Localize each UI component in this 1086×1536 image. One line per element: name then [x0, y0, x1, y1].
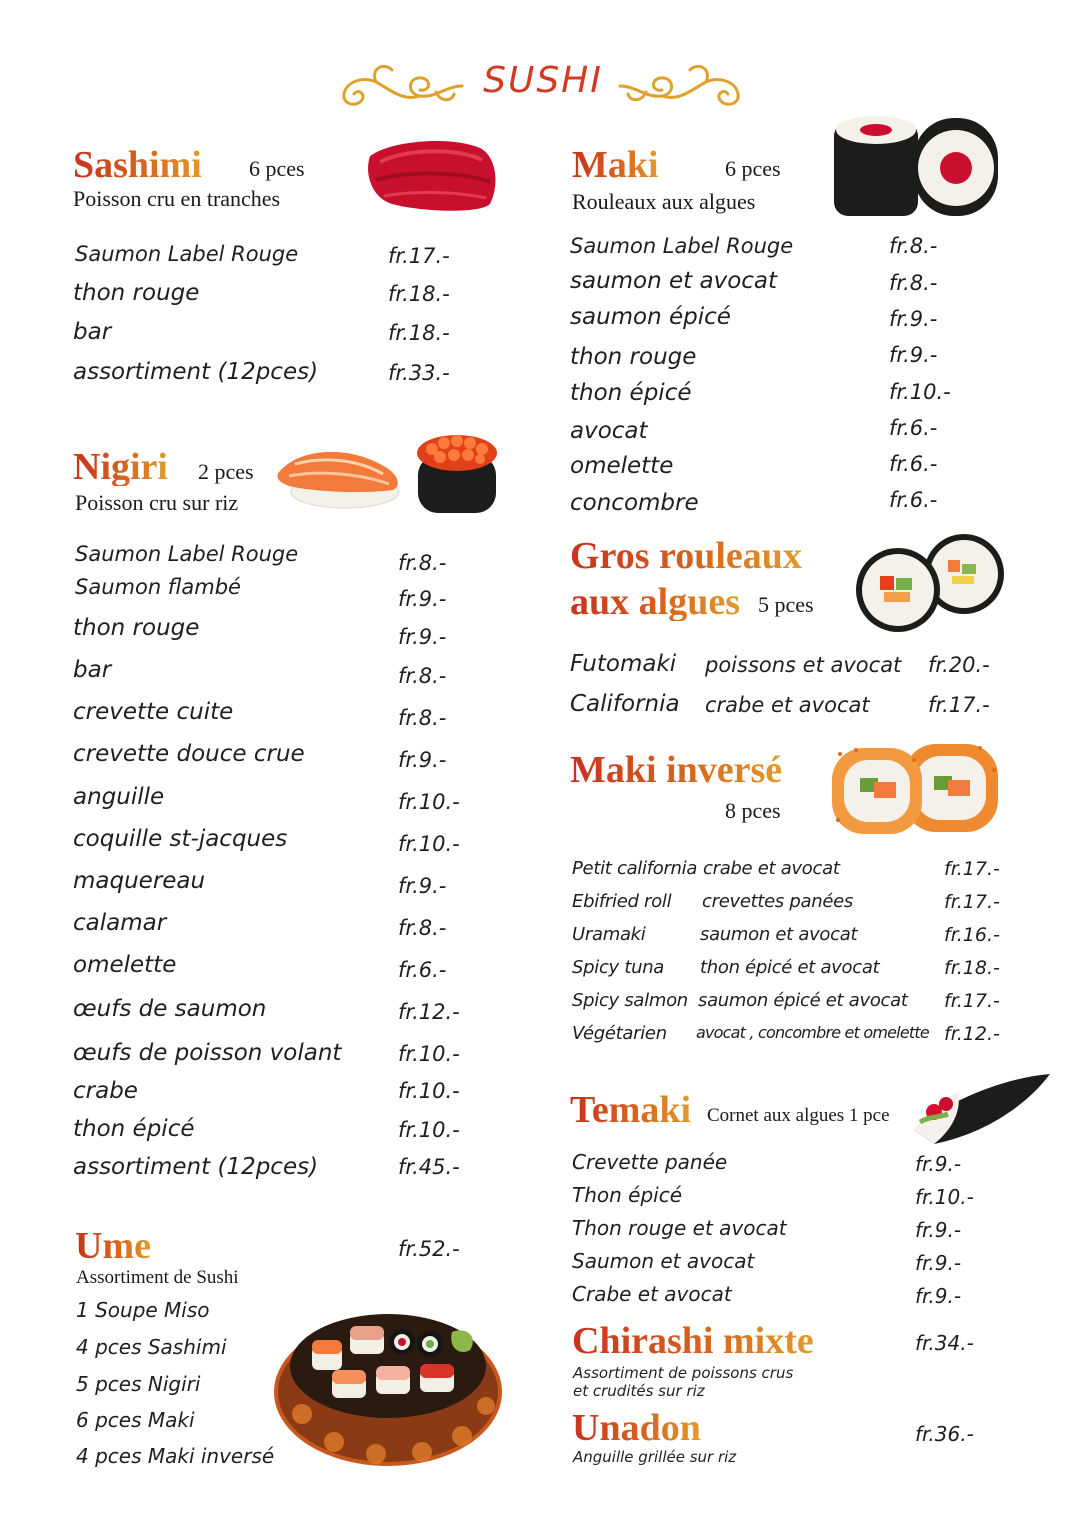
list-item: concombre — [570, 490, 699, 516]
list-item: Saumon flambé — [75, 575, 241, 599]
item-price: fr.9.- — [915, 1284, 962, 1308]
list-item: Spicy salmon — [572, 990, 688, 1011]
list-item: Saumon Label Rouge — [570, 234, 794, 258]
item-description: saumon épicé et avocat — [698, 990, 908, 1011]
chirashi-note: Assortiment de poissons crus — [573, 1364, 794, 1382]
item-description: crabe et avocat — [703, 858, 840, 879]
maki-inverse-list — [572, 856, 1012, 1056]
item-price: fr.8.- — [398, 551, 447, 575]
item-price: fr.8.- — [398, 706, 447, 730]
item-price: fr.9.- — [398, 625, 447, 649]
item-price: fr.18.- — [388, 321, 450, 345]
list-item: Uramaki — [572, 924, 646, 945]
list-item: crabe — [73, 1078, 138, 1104]
item-price: fr.45.- — [398, 1155, 460, 1179]
item-price: fr.10.- — [889, 380, 951, 404]
item-price: fr.12.- — [398, 1000, 460, 1024]
list-item: thon rouge — [73, 615, 200, 641]
item-price: fr.17.- — [928, 693, 990, 717]
item-price: fr.10.- — [915, 1185, 974, 1209]
item-price: fr.9.- — [915, 1251, 962, 1275]
list-item: Crevette panée — [572, 1150, 728, 1174]
temaki-cone-image — [908, 1070, 1054, 1146]
gros-rouleaux-title-line2: aux algues — [570, 581, 740, 623]
right-ornament-icon — [616, 58, 746, 110]
list-item: 6 pces Maki — [76, 1408, 195, 1432]
nigiri-subtitle: Poisson cru sur riz — [75, 490, 239, 515]
list-item: 4 pces Maki inversé — [76, 1444, 275, 1468]
maki-rolls-image — [830, 112, 1002, 222]
item-price: fr.9.- — [915, 1218, 962, 1242]
item-price: fr.20.- — [928, 653, 990, 677]
list-item: Végétarien — [572, 1023, 667, 1044]
left-ornament-icon — [336, 58, 466, 110]
list-item: assortiment (12pces) — [73, 359, 319, 385]
item-price: fr.6.- — [398, 958, 447, 982]
item-price: fr.16.- — [944, 924, 1000, 946]
item-description: thon épicé et avocat — [700, 957, 880, 978]
item-price: fr.6.- — [889, 488, 938, 512]
chirashi-note-line2: et crudités sur riz — [573, 1382, 705, 1400]
menu-title: SUSHI — [483, 60, 603, 101]
list-item: coquille st-jacques — [73, 826, 288, 852]
item-price: fr.18.- — [944, 957, 1000, 979]
item-price: fr.9.- — [398, 874, 447, 898]
futomaki-image — [848, 530, 1010, 634]
item-description: avocat , concombre et omelette — [696, 1023, 929, 1042]
sashimi-pieces: 6 pces — [249, 156, 305, 181]
temaki-title: Temaki — [570, 1089, 692, 1131]
item-description: crabe et avocat — [705, 693, 870, 717]
item-price: fr.9.- — [398, 748, 447, 772]
list-item: Ebifried roll — [572, 891, 672, 912]
list-item: œufs de saumon — [73, 996, 267, 1022]
item-price: fr.12.- — [944, 1023, 1000, 1045]
ume-subtitle: Assortiment de Sushi — [76, 1267, 239, 1288]
list-item: saumon épicé — [570, 304, 731, 330]
item-price: fr.8.- — [889, 271, 938, 295]
item-price: fr.9.- — [889, 307, 938, 331]
list-item: Spicy tuna — [572, 957, 665, 978]
item-price: fr.10.- — [398, 1042, 460, 1066]
item-description: poissons et avocat — [705, 653, 902, 677]
list-item: Petit california — [572, 858, 698, 879]
ume-title: Ume — [75, 1225, 151, 1267]
item-price: fr.8.- — [889, 234, 938, 258]
nigiri-pieces: 2 pces — [198, 459, 254, 484]
item-price: fr.10.- — [398, 790, 460, 814]
item-price: fr.6.- — [889, 416, 938, 440]
list-item: maquereau — [73, 868, 206, 894]
sashimi-subtitle: Poisson cru en tranches — [73, 186, 281, 211]
list-item: anguille — [73, 784, 165, 810]
list-item: Thon rouge et avocat — [572, 1216, 787, 1240]
item-price: fr.17.- — [944, 990, 1000, 1012]
list-item: bar — [73, 657, 112, 683]
salmon-nigiri-image — [275, 442, 403, 510]
list-item: crevette cuite — [73, 699, 234, 725]
ume-platter-image — [272, 1296, 504, 1468]
item-description: saumon et avocat — [700, 924, 858, 945]
list-item: thon épicé — [570, 380, 692, 406]
item-price: fr.18.- — [388, 282, 450, 306]
list-item: 5 pces Nigiri — [76, 1372, 201, 1396]
maki-inverse-title: Maki inversé — [570, 749, 783, 791]
list-item: assortiment (12pces) — [73, 1154, 319, 1180]
item-price: fr.8.- — [398, 664, 447, 688]
item-price: fr.10.- — [398, 832, 460, 856]
list-item: omelette — [73, 952, 177, 978]
sashimi-tuna-image — [362, 134, 502, 216]
list-item: thon rouge — [73, 280, 200, 306]
maki-title: Maki — [572, 144, 659, 186]
ume-list — [76, 1298, 296, 1478]
list-item: Saumon Label Rouge — [75, 542, 299, 566]
list-item: calamar — [73, 910, 167, 936]
temaki-subtitle: Cornet aux algues 1 pce — [707, 1105, 890, 1126]
list-item: 4 pces Sashimi — [76, 1335, 227, 1359]
item-price: fr.17.- — [944, 858, 1000, 880]
list-item: Crabe et avocat — [572, 1282, 732, 1306]
item-price: fr.9.- — [915, 1152, 962, 1176]
temaki-list — [572, 1150, 992, 1310]
list-item: Saumon Label Rouge — [75, 242, 299, 266]
list-item: Futomaki — [570, 651, 677, 677]
item-description: crevettes panées — [702, 891, 853, 912]
list-item: California — [570, 691, 680, 717]
item-price: fr.17.- — [944, 891, 1000, 913]
list-item: avocat — [570, 418, 648, 444]
list-item: saumon et avocat — [570, 268, 778, 294]
list-item: omelette — [570, 453, 674, 479]
maki-list — [570, 230, 990, 520]
item-price: fr.33.- — [388, 361, 450, 385]
gros-rouleaux-title: Gros rouleaux — [570, 535, 802, 577]
unadon-price: fr.36.- — [915, 1422, 974, 1446]
list-item: thon rouge — [570, 344, 697, 370]
sashimi-title: Sashimi — [73, 144, 202, 186]
nigiri-title: Nigiri — [73, 446, 168, 488]
item-price: fr.17.- — [388, 244, 450, 268]
gros-rouleaux-list — [570, 650, 1010, 720]
list-item: œufs de poisson volant — [73, 1040, 342, 1066]
maki-inverse-pieces: 8 pces — [725, 798, 781, 823]
list-item: bar — [73, 319, 112, 345]
unadon-note: Anguille grillée sur riz — [573, 1448, 737, 1466]
ume-price: fr.52.- — [398, 1237, 460, 1261]
item-price: fr.10.- — [398, 1079, 460, 1103]
uramaki-image — [830, 740, 1002, 836]
maki-subtitle: Rouleaux aux algues — [572, 189, 756, 214]
chirashi-title: Chirashi mixte — [572, 1320, 814, 1362]
list-item: crevette douce crue — [73, 741, 305, 767]
item-price: fr.8.- — [398, 916, 447, 940]
item-price: fr.9.- — [889, 343, 938, 367]
gros-rouleaux-pieces: 5 pces — [758, 592, 814, 617]
item-price: fr.10.- — [398, 1118, 460, 1142]
list-item: thon épicé — [73, 1116, 195, 1142]
chirashi-price: fr.34.- — [915, 1331, 974, 1355]
unadon-title: Unadon — [572, 1407, 701, 1449]
maki-pieces: 6 pces — [725, 156, 781, 181]
list-item: Saumon et avocat — [572, 1249, 755, 1273]
ikura-gunkan-image — [410, 425, 504, 519]
item-price: fr.9.- — [398, 587, 447, 611]
nigiri-list — [73, 540, 483, 1190]
list-item: 1 Soupe Miso — [76, 1298, 210, 1322]
item-price: fr.6.- — [889, 452, 938, 476]
list-item: Thon épicé — [572, 1183, 683, 1207]
